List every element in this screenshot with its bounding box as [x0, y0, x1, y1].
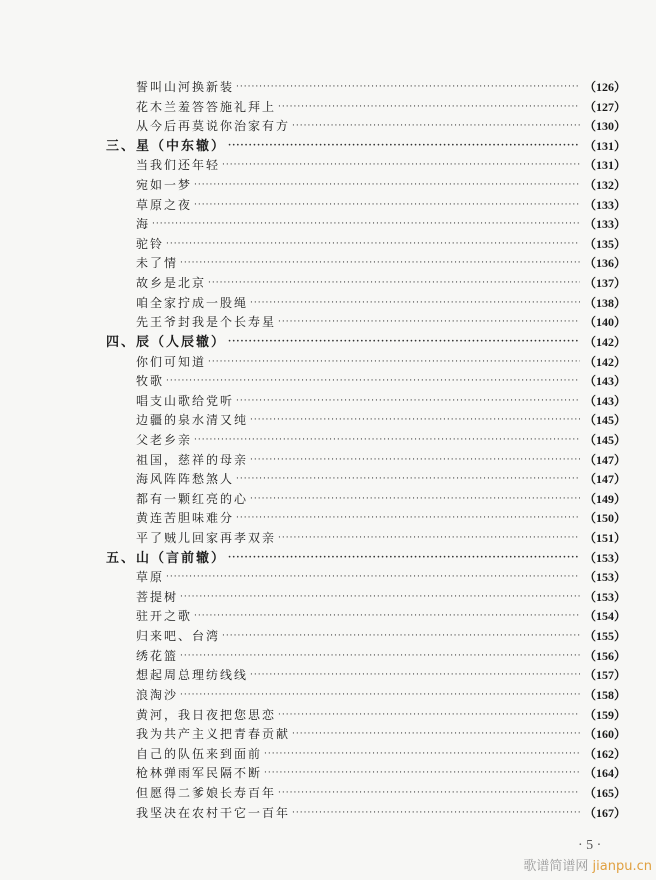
entry-title: 边疆的泉水清又纯 [136, 413, 249, 428]
toc-entry [0, 647, 656, 667]
entry-page-number: 160 [596, 727, 615, 742]
dot-leader [208, 353, 580, 373]
entry-page: （142） [584, 354, 627, 369]
toc-entry [0, 78, 656, 98]
entry-title: 三、星（中东辙） [106, 138, 227, 154]
toc-entry [0, 196, 656, 216]
entry-page: （157） [584, 668, 627, 683]
entry-page-number: 159 [596, 707, 615, 722]
dot-leader [180, 647, 580, 667]
entry-page-number: 143 [596, 393, 615, 408]
toc-entry [0, 98, 656, 118]
toc-entry [0, 451, 656, 471]
entry-page-number: 138 [596, 295, 615, 310]
entry-page-number: 132 [596, 178, 615, 193]
toc-entry [0, 666, 656, 686]
dot-leader [180, 686, 580, 706]
entry-page: （140） [584, 315, 627, 330]
entry-title: 都有一颗红亮的心 [136, 491, 249, 506]
dot-leader [166, 235, 580, 255]
toc-entry [0, 745, 656, 765]
entry-page-number: 155 [596, 629, 615, 644]
dot-leader [264, 764, 580, 784]
toc-entry [0, 764, 656, 784]
toc-entry [0, 411, 656, 431]
entry-page: （126） [584, 80, 627, 94]
entry-title: 我为共产主义把青春贡献 [136, 727, 291, 742]
dot-leader [292, 117, 580, 137]
entry-title: 你们可知道 [136, 354, 207, 369]
toc-entry [0, 804, 656, 824]
toc-entry [0, 588, 656, 608]
dot-leader [228, 333, 580, 353]
toc-section [0, 333, 656, 353]
entry-title: 祖国，慈祥的母亲 [136, 452, 249, 467]
entry-page-number: 143 [596, 374, 615, 389]
entry-title: 驼铃 [136, 236, 165, 251]
entry-page: （137） [584, 276, 627, 291]
dot-leader [250, 451, 580, 471]
entry-page-number: 156 [596, 648, 615, 663]
entry-page: （147） [584, 472, 627, 487]
entry-page: （127） [584, 99, 627, 114]
dot-leader [250, 490, 580, 510]
entry-page: （133） [584, 197, 627, 212]
toc-entry [0, 706, 656, 726]
page-number: · 5 · [578, 838, 602, 853]
dot-leader [278, 98, 580, 118]
entry-title: 黄连苦胆味难分 [136, 511, 235, 526]
entry-page: （151） [584, 531, 627, 546]
entry-page-number: 142 [596, 354, 615, 369]
toc-section [0, 549, 656, 569]
dot-leader [236, 78, 580, 98]
entry-page: （156） [584, 648, 627, 663]
entry-page-number: 153 [596, 570, 615, 585]
entry-page-number: 162 [596, 746, 615, 761]
entry-page: （145） [584, 413, 627, 428]
dot-leader [236, 392, 580, 412]
entry-page: （138） [584, 295, 627, 310]
entry-title: 四、辰（人辰辙） [106, 334, 227, 350]
entry-page-number: 147 [596, 472, 615, 487]
toc-entry [0, 176, 656, 196]
entry-title: 先王爷封我是个长寿星 [136, 315, 277, 330]
entry-page: （147） [584, 452, 627, 467]
toc-entry [0, 294, 656, 314]
dot-leader [208, 274, 580, 294]
entry-title: 花木兰羞答答施礼拜上 [136, 99, 277, 114]
entry-page: （153） [584, 570, 627, 585]
toc-entry [0, 686, 656, 706]
watermark-url: jianpu.cn [592, 859, 652, 874]
entry-title: 草原 [136, 570, 165, 585]
entry-title: 绣花篮 [136, 648, 179, 663]
dot-leader [194, 196, 580, 216]
toc-entry [0, 156, 656, 176]
entry-title: 菩提树 [136, 589, 179, 604]
entry-page-number: 140 [596, 315, 615, 330]
entry-page: （135） [584, 236, 627, 251]
entry-title: 未了情 [136, 256, 179, 271]
entry-title: 黄河，我日夜把您思恋 [136, 707, 277, 722]
dot-leader [222, 156, 580, 176]
entry-page: （131） [584, 138, 627, 153]
toc-entry [0, 470, 656, 490]
entry-page-number: 153 [596, 550, 615, 565]
entry-page: （142） [584, 334, 627, 349]
table-of-contents [0, 78, 656, 823]
toc-entry [0, 490, 656, 510]
entry-title: 枪林弹雨军民隔不断 [136, 766, 263, 781]
dot-leader [166, 372, 580, 392]
entry-page-number: 127 [596, 99, 615, 114]
entry-title: 草原之夜 [136, 197, 193, 212]
toc-entry [0, 254, 656, 274]
dot-leader [250, 666, 580, 686]
dot-leader [250, 294, 580, 314]
entry-page-number: 154 [596, 609, 615, 624]
entry-page: （159） [584, 707, 627, 722]
dot-leader [166, 568, 580, 588]
entry-page-number: 130 [596, 119, 615, 134]
entry-page-number: 150 [596, 511, 615, 526]
entry-page-number: 135 [596, 236, 615, 251]
entry-page: （150） [584, 511, 627, 526]
entry-page: （143） [584, 374, 627, 389]
entry-title: 想起周总理纺线线 [136, 668, 249, 683]
entry-title: 唱支山歌给党听 [136, 393, 235, 408]
dot-leader [278, 706, 580, 726]
entry-page-number: 133 [596, 197, 615, 212]
dot-leader [194, 176, 580, 196]
toc-entry [0, 431, 656, 451]
entry-page: （143） [584, 393, 627, 408]
entry-page-number: 126 [596, 80, 615, 94]
entry-title: 故乡是北京 [136, 276, 207, 291]
entry-page-number: 153 [596, 589, 615, 604]
entry-title: 父老乡亲 [136, 432, 193, 447]
entry-page-number: 133 [596, 217, 615, 232]
entry-page: （158） [584, 687, 627, 702]
entry-page: （153） [584, 550, 627, 565]
entry-page-number: 145 [596, 432, 615, 447]
entry-page-number: 167 [596, 805, 615, 820]
toc-entry [0, 725, 656, 745]
dot-leader [180, 254, 580, 274]
entry-page-number: 136 [596, 256, 615, 271]
toc-entry [0, 215, 656, 235]
watermark-site: 歌谱简谱网 [523, 859, 589, 874]
dot-leader [264, 745, 580, 765]
entry-title: 自己的队伍来到面前 [136, 746, 263, 761]
dot-leader [292, 804, 580, 824]
dot-leader [228, 549, 580, 569]
toc-entry [0, 372, 656, 392]
entry-page: （160） [584, 727, 627, 742]
dot-leader [152, 215, 580, 235]
entry-page: （149） [584, 491, 627, 506]
entry-page: （136） [584, 256, 627, 271]
entry-page-number: 145 [596, 413, 615, 428]
toc-entry [0, 313, 656, 333]
entry-page: （167） [584, 805, 627, 820]
entry-title: 海 [136, 217, 151, 232]
toc-entry [0, 509, 656, 529]
entry-page-number: 142 [596, 334, 615, 349]
entry-title: 浪淘沙 [136, 687, 179, 702]
toc-entry [0, 353, 656, 373]
toc-entry [0, 235, 656, 255]
entry-page-number: 131 [596, 138, 615, 153]
entry-page-number: 131 [596, 158, 615, 173]
dot-leader [194, 607, 580, 627]
entry-title: 咱全家拧成一股绳 [136, 295, 249, 310]
entry-title: 但愿得二爹娘长寿百年 [136, 785, 277, 800]
entry-page: （130） [584, 119, 627, 134]
entry-page-number: 137 [596, 276, 615, 291]
dot-leader [278, 313, 580, 333]
entry-title: 我坚决在农村干它一百年 [136, 805, 291, 820]
toc-entry [0, 274, 656, 294]
entry-title: 平了贼儿回家再孝双亲 [136, 531, 277, 546]
dot-leader [292, 725, 580, 745]
toc-section [0, 137, 656, 157]
entry-page: （164） [584, 766, 627, 781]
entry-page: （165） [584, 785, 627, 800]
entry-title: 牧歌 [136, 374, 165, 389]
entry-page: （154） [584, 609, 627, 624]
watermark [523, 855, 652, 874]
dot-leader [222, 627, 580, 647]
dot-leader [236, 470, 580, 490]
dot-leader [228, 137, 580, 157]
entry-title: 宛如一梦 [136, 178, 193, 193]
entry-page-number: 151 [596, 531, 615, 546]
dot-leader [278, 529, 580, 549]
entry-page: （133） [584, 217, 627, 232]
toc-entry [0, 627, 656, 647]
entry-page: （145） [584, 432, 627, 447]
entry-page: （155） [584, 629, 627, 644]
entry-page-number: 165 [596, 785, 615, 800]
entry-page-number: 164 [596, 766, 615, 781]
entry-page: （132） [584, 178, 627, 193]
toc-entry [0, 568, 656, 588]
entry-page-number: 147 [596, 452, 615, 467]
entry-title: 从今后再莫说你治家有方 [136, 119, 291, 134]
toc-entry [0, 784, 656, 804]
dot-leader [236, 509, 580, 529]
entry-page: （153） [584, 589, 627, 604]
toc-entry [0, 607, 656, 627]
entry-page-number: 149 [596, 491, 615, 506]
dot-leader [180, 588, 580, 608]
dot-leader [194, 431, 580, 451]
toc-entry [0, 117, 656, 137]
dot-leader [278, 784, 580, 804]
toc-entry [0, 392, 656, 412]
entry-page: （162） [584, 746, 627, 761]
entry-title: 驻开之歌 [136, 609, 193, 624]
entry-page-number: 157 [596, 668, 615, 683]
entry-title: 海风阵阵愁煞人 [136, 472, 235, 487]
toc-entry [0, 529, 656, 549]
entry-title: 当我们还年轻 [136, 158, 221, 173]
entry-title: 誓叫山河换新装 [136, 80, 235, 94]
dot-leader [250, 411, 580, 431]
entry-title: 归来吧、台湾 [136, 629, 221, 644]
entry-page: （131） [584, 158, 627, 173]
entry-page-number: 158 [596, 687, 615, 702]
entry-title: 五、山（言前辙） [106, 550, 227, 566]
